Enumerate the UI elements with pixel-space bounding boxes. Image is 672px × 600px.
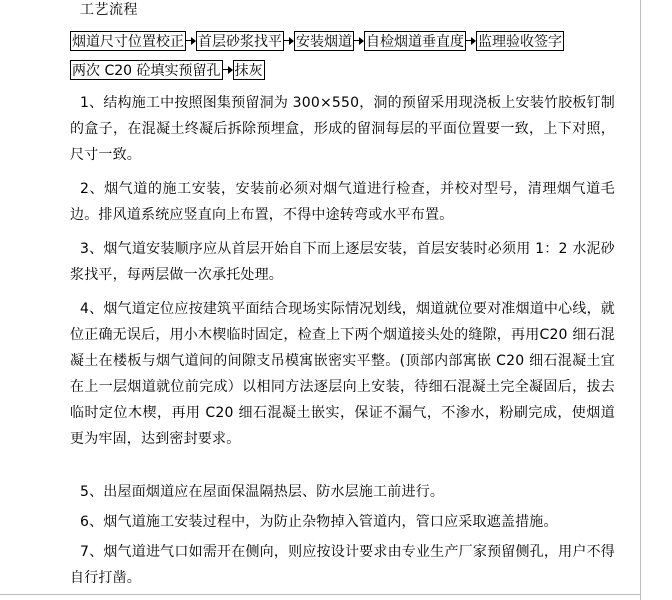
arrow-right-icon <box>466 31 476 51</box>
process-flow-row-1 <box>70 30 564 52</box>
paragraph-3: 3、烟气道安装顺序应从首层开始自下而上逐层安装，首层安装时必须用 1：2 水泥砂浆找平，每两层做一次承托处理。 <box>70 241 615 283</box>
arrow-right-icon <box>186 31 196 51</box>
process-flow-row-2 <box>70 59 265 81</box>
arrow-right-icon <box>223 60 233 80</box>
arrow-right-icon <box>284 31 294 51</box>
paragraph-1: 1、结构施工中按照图集预留洞为 300×550，洞的预留采用现浇板上安装竹胶板钉制的盒子，在混凝土终凝后拆除预埋盒，形成的留洞每层的平面位置要一致，上下对照，尺寸一致。 <box>70 95 615 163</box>
flow-step-5: 监理验收签字 <box>476 31 564 51</box>
flow-step-4: 自检烟道垂直度 <box>364 31 466 51</box>
flow-step-6: 两次 C20 砼填实预留孔 <box>70 60 223 80</box>
arrow-right-icon <box>354 31 364 51</box>
section-title: 工艺流程 <box>80 2 138 18</box>
paragraph-5: 5、出屋面烟道应在屋面保温隔热层、防水层施工前进行。 <box>80 484 445 500</box>
paragraph-4: 4、烟气道定位应按建筑平面结合现场实际情况划线，烟道就位要对准烟道中心线，就位正确无误后，用小木楔临时固定，检查上下两个烟道接头处的缝隙，再用C20 细石混凝土在楼板与烟气道间的间隙支吊模寓嵌密实平整。(顶部内部寓嵌 C20 细石混凝土宜在上一层烟道就位前完成）以相同方法逐层向上安装，待细石混凝土完全凝固后，拔去临时定位木楔，再用 C20 细石混凝土嵌实，保证不漏气，不渗水，粉刷完成，使烟道更为牢固，达到密封要求。 <box>70 301 615 447</box>
flow-step-2: 首层砂浆找平 <box>196 31 284 51</box>
page-margin-line <box>640 0 641 600</box>
paragraph-2: 2、烟气道的施工安装，安装前必须对烟气道进行检查，并校对型号，清理烟气道毛边。排风道系统应竖直向上布置，不得中途转弯或水平布置。 <box>70 181 615 223</box>
flow-step-1: 烟道尺寸位置校正 <box>70 31 186 51</box>
page-margin-line-bottom <box>0 594 641 595</box>
flow-step-7: 抹灰 <box>233 60 265 80</box>
flow-step-3: 安装烟道 <box>294 31 354 51</box>
paragraph-7: 7、烟气道进气口如需开在侧向，则应按设计要求由专业生产厂家预留侧孔，用户不得自行打凿。 <box>70 544 615 586</box>
paragraph-6: 6、烟气道施工安装过程中，为防止杂物掉入管道内，管口应采取遮盖措施。 <box>80 514 558 530</box>
